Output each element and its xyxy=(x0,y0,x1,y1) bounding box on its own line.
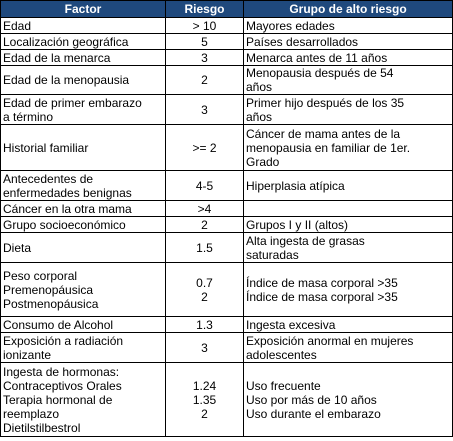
riesgo-cell xyxy=(166,171,244,201)
grupo-cell-line: Ingesta excesiva xyxy=(246,317,336,332)
factor-cell xyxy=(1,317,166,333)
factor-cell xyxy=(1,217,166,233)
riesgo-cell xyxy=(166,317,244,333)
grupo-cell-line: Uso por más de 10 años xyxy=(246,392,377,407)
factor-cell xyxy=(1,95,166,125)
grupo-cell-line: Uso durante el embarazo xyxy=(246,406,381,421)
riesgo-cell-line: 2 xyxy=(201,289,208,304)
grupo-cell-line: Índice de masa corporal >35 xyxy=(246,275,398,290)
grupo-cell xyxy=(244,233,453,263)
riesgo-cell-line: > 10 xyxy=(192,18,217,33)
factor-cell xyxy=(1,34,166,50)
grupo-cell xyxy=(244,333,453,363)
table-row xyxy=(1,125,453,171)
table-row xyxy=(1,171,453,201)
factor-cell-line: Dietilstilbestrol xyxy=(3,420,81,435)
factor-cell xyxy=(1,18,166,34)
riesgo-cell xyxy=(166,233,244,263)
grupo-cell-line: Grupos I y II (altos) xyxy=(246,217,349,232)
riesgo-cell-line: 1.24 xyxy=(192,378,217,393)
grupo-cell-line: Exposición anormal en mujeres xyxy=(246,333,414,348)
header-riesgo: Riesgo xyxy=(166,1,244,18)
grupo-cell xyxy=(244,18,453,34)
table-row xyxy=(1,95,453,125)
riesgo-cell-line: >4 xyxy=(197,201,212,216)
grupo-cell-line: Índice de masa corporal >35 xyxy=(246,289,398,304)
factor-cell-line: enfermedades benignas xyxy=(3,185,132,200)
riesgo-cell-line: 1.5 xyxy=(196,240,213,255)
grupo-cell xyxy=(244,201,453,217)
factor-cell-line: Edad xyxy=(3,18,32,33)
grupo-cell xyxy=(244,34,453,50)
riesgo-cell-line: 3 xyxy=(201,50,208,65)
riesgo-cell xyxy=(166,18,244,34)
header-grupo: Grupo de alto riesgo xyxy=(244,1,453,18)
table-row xyxy=(1,363,453,437)
table-header-row xyxy=(1,1,453,18)
grupo-cell-line: adolescentes xyxy=(246,347,317,362)
riesgo-cell-line: >= 2 xyxy=(192,140,217,155)
factor-cell-line: Premenopáusica xyxy=(3,282,94,297)
factor-cell-line: a término xyxy=(3,109,54,124)
grupo-cell-line: Uso frecuente xyxy=(246,378,321,393)
factor-cell-line: Edad de la menarca xyxy=(3,50,111,65)
factor-cell-line: reemplazo xyxy=(3,406,60,421)
factor-cell-line: Historial familiar xyxy=(3,140,89,155)
grupo-cell-line: años xyxy=(246,109,273,124)
table-row xyxy=(1,66,453,95)
riesgo-cell-line: 5 xyxy=(201,34,208,49)
factor-cell-line: Exposición a radiación xyxy=(3,333,124,348)
grupo-cell-line: saturadas xyxy=(246,247,299,262)
factor-cell xyxy=(1,363,166,437)
riesgo-cell xyxy=(166,50,244,66)
riesgo-cell-line: 3 xyxy=(201,340,208,355)
riesgo-cell xyxy=(166,263,244,317)
riesgo-cell-line: 4-5 xyxy=(195,178,214,193)
grupo-cell-line: Países desarrollados xyxy=(246,34,359,49)
factor-cell xyxy=(1,171,166,201)
riesgo-cell xyxy=(166,34,244,50)
grupo-cell xyxy=(244,125,453,171)
grupo-cell-line: menopausia en familiar de 1er. xyxy=(246,140,411,155)
table-row xyxy=(1,333,453,363)
table-row xyxy=(1,18,453,34)
grupo-cell-line: Cáncer de mama antes de la xyxy=(246,126,401,141)
riesgo-cell-line: 0.7 xyxy=(196,275,213,290)
table-row xyxy=(1,34,453,50)
factor-cell-line: Cáncer en la otra mama xyxy=(3,201,132,216)
factor-cell-line: Grupo socioeconómico xyxy=(3,217,126,232)
grupo-cell-line: Mayores edades xyxy=(246,18,335,33)
riesgo-cell xyxy=(166,333,244,363)
riesgo-cell xyxy=(166,125,244,171)
factor-cell-line: Contraceptivos Orales xyxy=(3,378,122,393)
factor-cell-line: Postmenopáusica xyxy=(3,296,99,311)
factor-cell xyxy=(1,66,166,95)
factor-cell-line: Peso corporal xyxy=(3,268,78,283)
factor-cell-line: Terapia hormonal de xyxy=(3,392,113,407)
grupo-cell xyxy=(244,66,453,95)
factor-cell-line: Edad de la menopausia xyxy=(3,73,130,87)
table-row xyxy=(1,201,453,217)
factor-cell xyxy=(1,201,166,217)
riesgo-cell xyxy=(166,201,244,217)
riesgo-cell xyxy=(166,95,244,125)
header-factor: Factor xyxy=(1,1,166,18)
table-row xyxy=(1,233,453,263)
factor-cell-line: ionizante xyxy=(3,347,52,362)
table-row xyxy=(1,50,453,66)
factor-cell xyxy=(1,333,166,363)
factor-cell xyxy=(1,233,166,263)
factor-cell-line: Dieta xyxy=(3,240,32,255)
table-row xyxy=(1,317,453,333)
factor-cell xyxy=(1,263,166,317)
factor-cell-line: Ingesta de hormonas: xyxy=(3,364,120,379)
grupo-cell xyxy=(244,171,453,201)
factor-cell xyxy=(1,125,166,171)
factor-cell-line: Consumo de Alcohol xyxy=(3,317,114,332)
grupo-cell xyxy=(244,217,453,233)
riesgo-cell-line: 2 xyxy=(201,73,208,87)
grupo-cell xyxy=(244,50,453,66)
grupo-cell-line: Menopausia después de 54 xyxy=(246,66,394,80)
riesgo-cell xyxy=(166,66,244,95)
grupo-cell-line: años xyxy=(246,80,273,94)
factor-cell xyxy=(1,50,166,66)
riesgo-cell-line: 1.3 xyxy=(196,317,213,332)
riesgo-cell-line: 2 xyxy=(201,217,208,232)
riesgo-cell-line: 1.35 xyxy=(192,392,217,407)
riesgo-cell-line: 2 xyxy=(201,406,208,421)
table-row xyxy=(1,217,453,233)
grupo-cell-line: Grado xyxy=(246,154,280,169)
grupo-cell xyxy=(244,363,453,437)
riesgo-cell xyxy=(166,363,244,437)
grupo-cell xyxy=(244,95,453,125)
riesgo-cell xyxy=(166,217,244,233)
grupo-cell-line: Hiperplasia atípica xyxy=(246,178,345,193)
factor-cell-line: Antecedentes de xyxy=(3,171,94,186)
grupo-cell-line: Menarca antes de 11 años xyxy=(246,50,388,65)
grupo-cell xyxy=(244,263,453,317)
riesgo-cell-line: 3 xyxy=(201,102,208,117)
grupo-cell xyxy=(244,317,453,333)
factor-cell-line: Edad de primer embarazo xyxy=(3,95,142,110)
table-row xyxy=(1,263,453,317)
grupo-cell-line: Alta ingesta de grasas xyxy=(246,233,365,248)
grupo-cell-line: Primer hijo después de los 35 xyxy=(246,95,405,110)
factor-cell-line: Localización geográfica xyxy=(3,34,129,49)
